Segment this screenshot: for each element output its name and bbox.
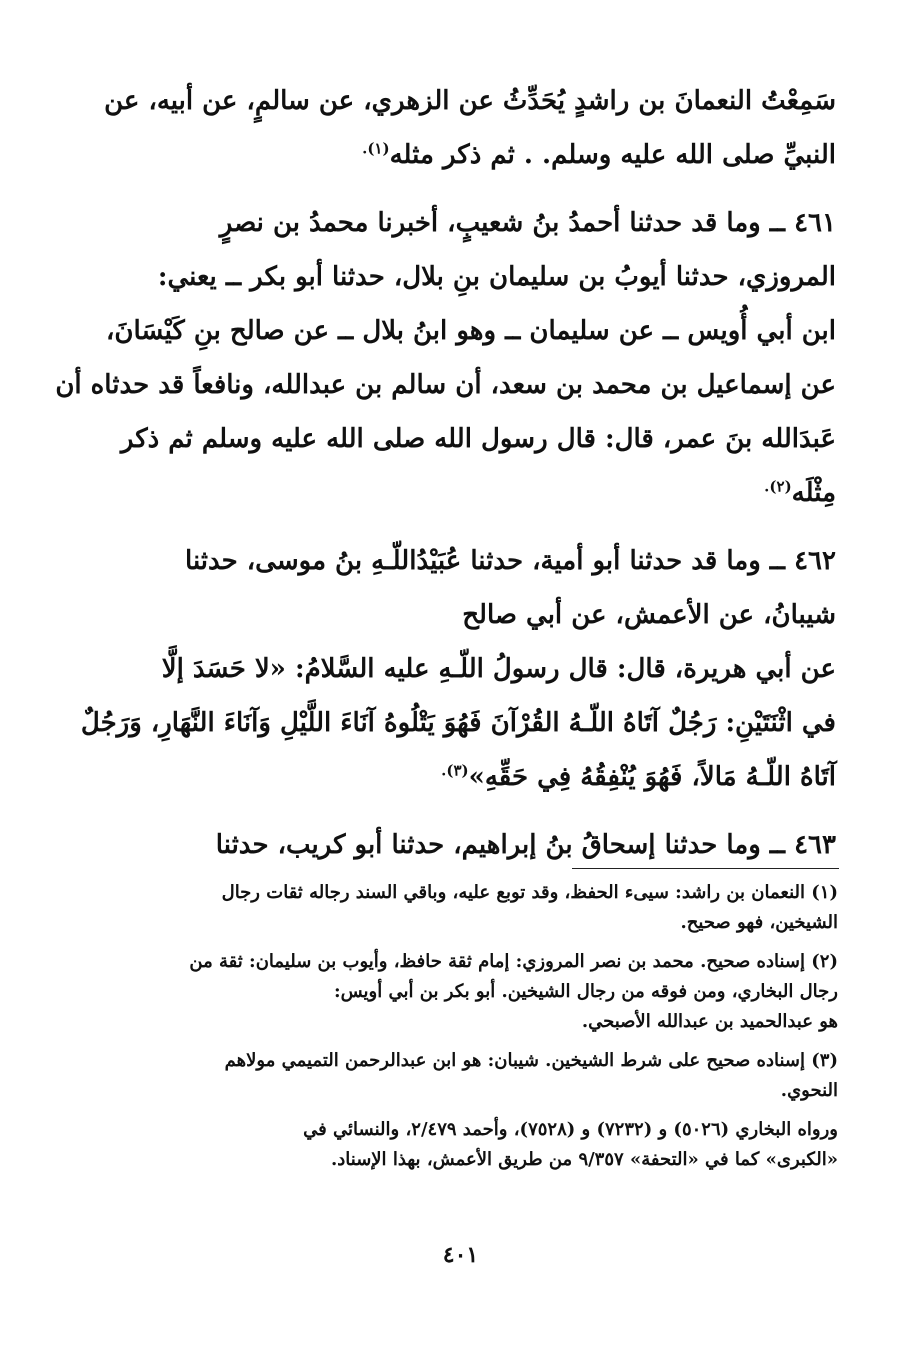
footnote-line: هو عبدالحميد بن عبدالله الأصبحي. — [581, 1011, 838, 1032]
footnote-ref: (١). — [362, 139, 390, 158]
text-line-content: آتَاهُ اللّـهُ مَالاً، فَهُوَ يُنْفِقُهُ فِي حَقِّهِ» — [468, 762, 836, 792]
paragraph-continuation — [104, 74, 836, 182]
paragraph-hadith-461 — [55, 196, 836, 520]
text-line: عَبدَالله بنَ عمر، قال: قال رسول الله صلى الله عليه وسلم ثم ذكر — [120, 424, 836, 454]
footnote-line: ورواه البخاري (٥٠٢٦) و (٧٢٣٢) و (٧٥٢٨)، وأحمد ٢/٤٧٩، والنسائي في — [303, 1119, 838, 1140]
footnote-1 — [136, 878, 838, 938]
footnote-line: (١) النعمان بن راشد: سيىء الحفظ، وقد توبع عليه، وباقي السند رجاله ثقات رجال — [221, 882, 838, 903]
footnote-2 — [136, 947, 838, 1037]
text-line: في اثْنَتَيْنِ: رَجُلٌ آتَاهُ اللّـهُ القُرْآنَ فَهُوَ يَتْلُوهُ آنَاءَ اللَّيْلِ وَآنَاءَ النَّهَارِ، وَرَجُلٌ — [80, 708, 836, 738]
text-line-content: مِثْلَه — [791, 478, 836, 508]
footnote-3-continuation — [136, 1115, 838, 1175]
footnotes — [136, 878, 838, 1184]
paragraph-hadith-463 — [134, 818, 836, 872]
text-line — [134, 466, 836, 520]
footnote-3 — [136, 1046, 838, 1106]
text-line — [134, 128, 836, 182]
paragraph-hadith-462 — [80, 534, 836, 804]
page-number: ٤٠١ — [442, 1242, 479, 1268]
text-line: عن إسماعيل بن محمد بن سعد، أن سالم بن عبدالله، ونافعاً قد حدثاه أن — [55, 370, 836, 400]
footnote-ref: (٢). — [764, 477, 792, 496]
text-line: سَمِعْتُ النعمانَ بن راشدٍ يُحَدِّثُ عن الزهري، عن سالمٍ، عن أبيه، عن — [104, 86, 836, 116]
main-text — [55, 74, 836, 872]
text-line: ٤٦٢ ــ وما قد حدثنا أبو أمية، حدثنا عُبَيْدُاللّـهِ بنُ موسى، حدثنا — [185, 546, 836, 576]
text-line: عن أبي هريرة، قال: قال رسولُ اللّـهِ عليه السَّلامُ: «لا حَسَدَ إلَّا — [161, 654, 836, 684]
text-line: ٤٦٣ ــ وما حدثنا إسحاقُ بنُ إبراهيم، حدثنا أبو كريب، حدثنا — [215, 830, 836, 860]
text-line: المروزي، حدثنا أيوبُ بن سليمان بنِ بلال، حدثنا أبو بكر ــ يعني: — [157, 262, 836, 292]
footnote-separator — [572, 868, 839, 869]
text-line: شيبانُ، عن الأعمش، عن أبي صالح — [462, 600, 836, 630]
footnote-line: النحوي. — [780, 1080, 838, 1101]
footnote-line: (٣) إسناده صحيح على شرط الشيخين. شيبان: هو ابن عبدالرحمن التميمي مولاهم — [224, 1050, 838, 1071]
text-line — [134, 750, 836, 804]
text-line: ابن أبي أُويس ــ عن سليمان ــ وهو ابنُ بلال ــ عن صالح بنِ كَيْسَانَ، — [105, 316, 836, 346]
footnote-ref: (٣). — [441, 761, 469, 780]
footnote-line: رجال البخاري، ومن فوقه من رجال الشيخين. أبو بكر بن أبي أويس: — [333, 981, 838, 1002]
footnote-line: (٢) إسناده صحيح. محمد بن نصر المروزي: إمام ثقة حافظ، وأيوب بن سليمان: ثقة من — [189, 951, 838, 972]
footnote-line: الشيخين، فهو صحيح. — [680, 912, 838, 933]
text-line-content: النبيِّ صلى الله عليه وسلم. . ثم ذكر مثله — [389, 140, 836, 170]
text-line: ٤٦١ ــ وما قد حدثنا أحمدُ بنُ شعيبٍ، أخبرنا محمدُ بن نصرٍ — [219, 208, 836, 238]
footnote-line: «الكبرى» كما في «التحفة» ٩/٣٥٧ من طريق الأعمش، بهذا الإسناد. — [331, 1149, 838, 1170]
